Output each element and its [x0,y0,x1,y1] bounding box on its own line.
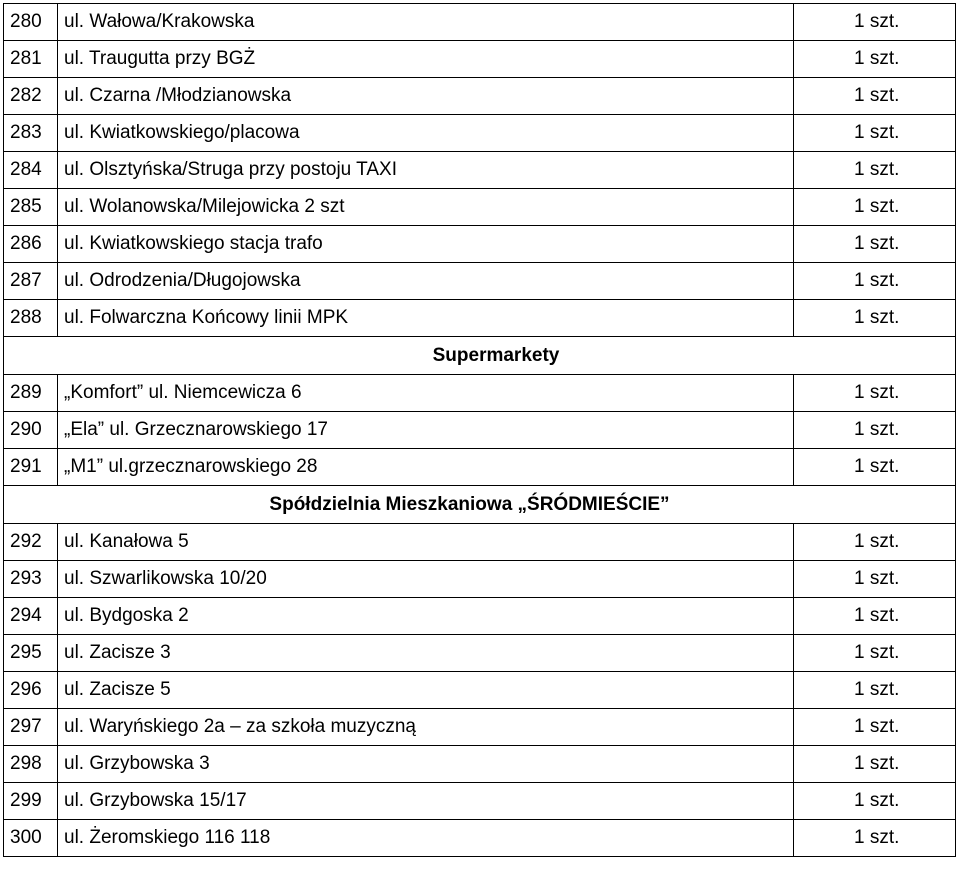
row-number: 292 [4,524,58,561]
table-row [4,115,956,152]
document-page [3,3,956,857]
quantity: 1 szt. [794,598,956,635]
location-name: ul. Żeromskiego 116 118 [58,820,794,857]
row-number: 296 [4,672,58,709]
location-name: ul. Szwarlikowska 10/20 [58,561,794,598]
location-name: ul. Kwiatkowskiego/placowa [58,115,794,152]
section-title: Spółdzielnia Mieszkaniowa „ŚRÓDMIEŚCIE” [269,493,670,515]
row-number: 294 [4,598,58,635]
row-number: 293 [4,561,58,598]
location-name: ul. Wałowa/Krakowska [58,4,794,41]
row-number: 282 [4,78,58,115]
row-number: 298 [4,746,58,783]
table-row [4,709,956,746]
row-number: 289 [4,375,58,412]
row-number: 281 [4,41,58,78]
section-header-cell [4,337,956,375]
location-name: ul. Traugutta przy BGŻ [58,41,794,78]
table-row [4,263,956,300]
table-row [4,561,956,598]
table-row [4,189,956,226]
table-row [4,4,956,41]
location-name: ul. Odrodzenia/Długojowska [58,263,794,300]
quantity: 1 szt. [794,412,956,449]
quantity: 1 szt. [794,375,956,412]
location-name: ul. Grzybowska 15/17 [58,783,794,820]
table-row [4,152,956,189]
quantity: 1 szt. [794,672,956,709]
table-row [4,449,956,486]
table-row [4,783,956,820]
quantity: 1 szt. [794,78,956,115]
quantity: 1 szt. [794,4,956,41]
location-name: ul. Zacisze 3 [58,635,794,672]
location-name: ul. Waryńskiego 2a – za szkoła muzyczną [58,709,794,746]
row-number: 300 [4,820,58,857]
row-number: 286 [4,226,58,263]
location-name: „M1” ul.grzecznarowskiego 28 [58,449,794,486]
table-row [4,375,956,412]
location-name: ul. Olsztyńska/Struga przy postoju TAXI [58,152,794,189]
location-name: „Ela” ul. Grzecznarowskiego 17 [58,412,794,449]
quantity: 1 szt. [794,41,956,78]
section-title: Supermarkety [432,344,560,366]
location-name: ul. Czarna /Młodzianowska [58,78,794,115]
location-name: ul. Folwarczna Końcowy linii MPK [58,300,794,337]
quantity: 1 szt. [794,709,956,746]
quantity: 1 szt. [794,449,956,486]
quantity: 1 szt. [794,189,956,226]
quantity: 1 szt. [794,635,956,672]
quantity: 1 szt. [794,820,956,857]
section-header-supermarkets [4,337,956,375]
table-row [4,820,956,857]
row-number: 287 [4,263,58,300]
table-row [4,300,956,337]
location-name: „Komfort” ul. Niemcewicza 6 [58,375,794,412]
table-row [4,226,956,263]
row-number: 297 [4,709,58,746]
row-number: 288 [4,300,58,337]
row-number: 290 [4,412,58,449]
table-row [4,672,956,709]
quantity: 1 szt. [794,152,956,189]
table-body [4,4,956,857]
quantity: 1 szt. [794,524,956,561]
table-row [4,78,956,115]
table-row [4,598,956,635]
location-name: ul. Kanałowa 5 [58,524,794,561]
locations-table [3,3,956,857]
row-number: 295 [4,635,58,672]
section-header-cell [4,486,956,524]
quantity: 1 szt. [794,300,956,337]
quantity: 1 szt. [794,783,956,820]
row-number: 291 [4,449,58,486]
table-row [4,41,956,78]
row-number: 283 [4,115,58,152]
section-header-cooperative [4,486,956,524]
location-name: ul. Bydgoska 2 [58,598,794,635]
row-number: 284 [4,152,58,189]
table-row [4,746,956,783]
quantity: 1 szt. [794,115,956,152]
row-number: 285 [4,189,58,226]
table-row [4,524,956,561]
location-name: ul. Wolanowska/Milejowicka 2 szt [58,189,794,226]
row-number: 299 [4,783,58,820]
table-row [4,635,956,672]
table-row [4,412,956,449]
location-name: ul. Kwiatkowskiego stacja trafo [58,226,794,263]
quantity: 1 szt. [794,226,956,263]
quantity: 1 szt. [794,263,956,300]
row-number: 280 [4,4,58,41]
location-name: ul. Grzybowska 3 [58,746,794,783]
quantity: 1 szt. [794,746,956,783]
quantity: 1 szt. [794,561,956,598]
location-name: ul. Zacisze 5 [58,672,794,709]
